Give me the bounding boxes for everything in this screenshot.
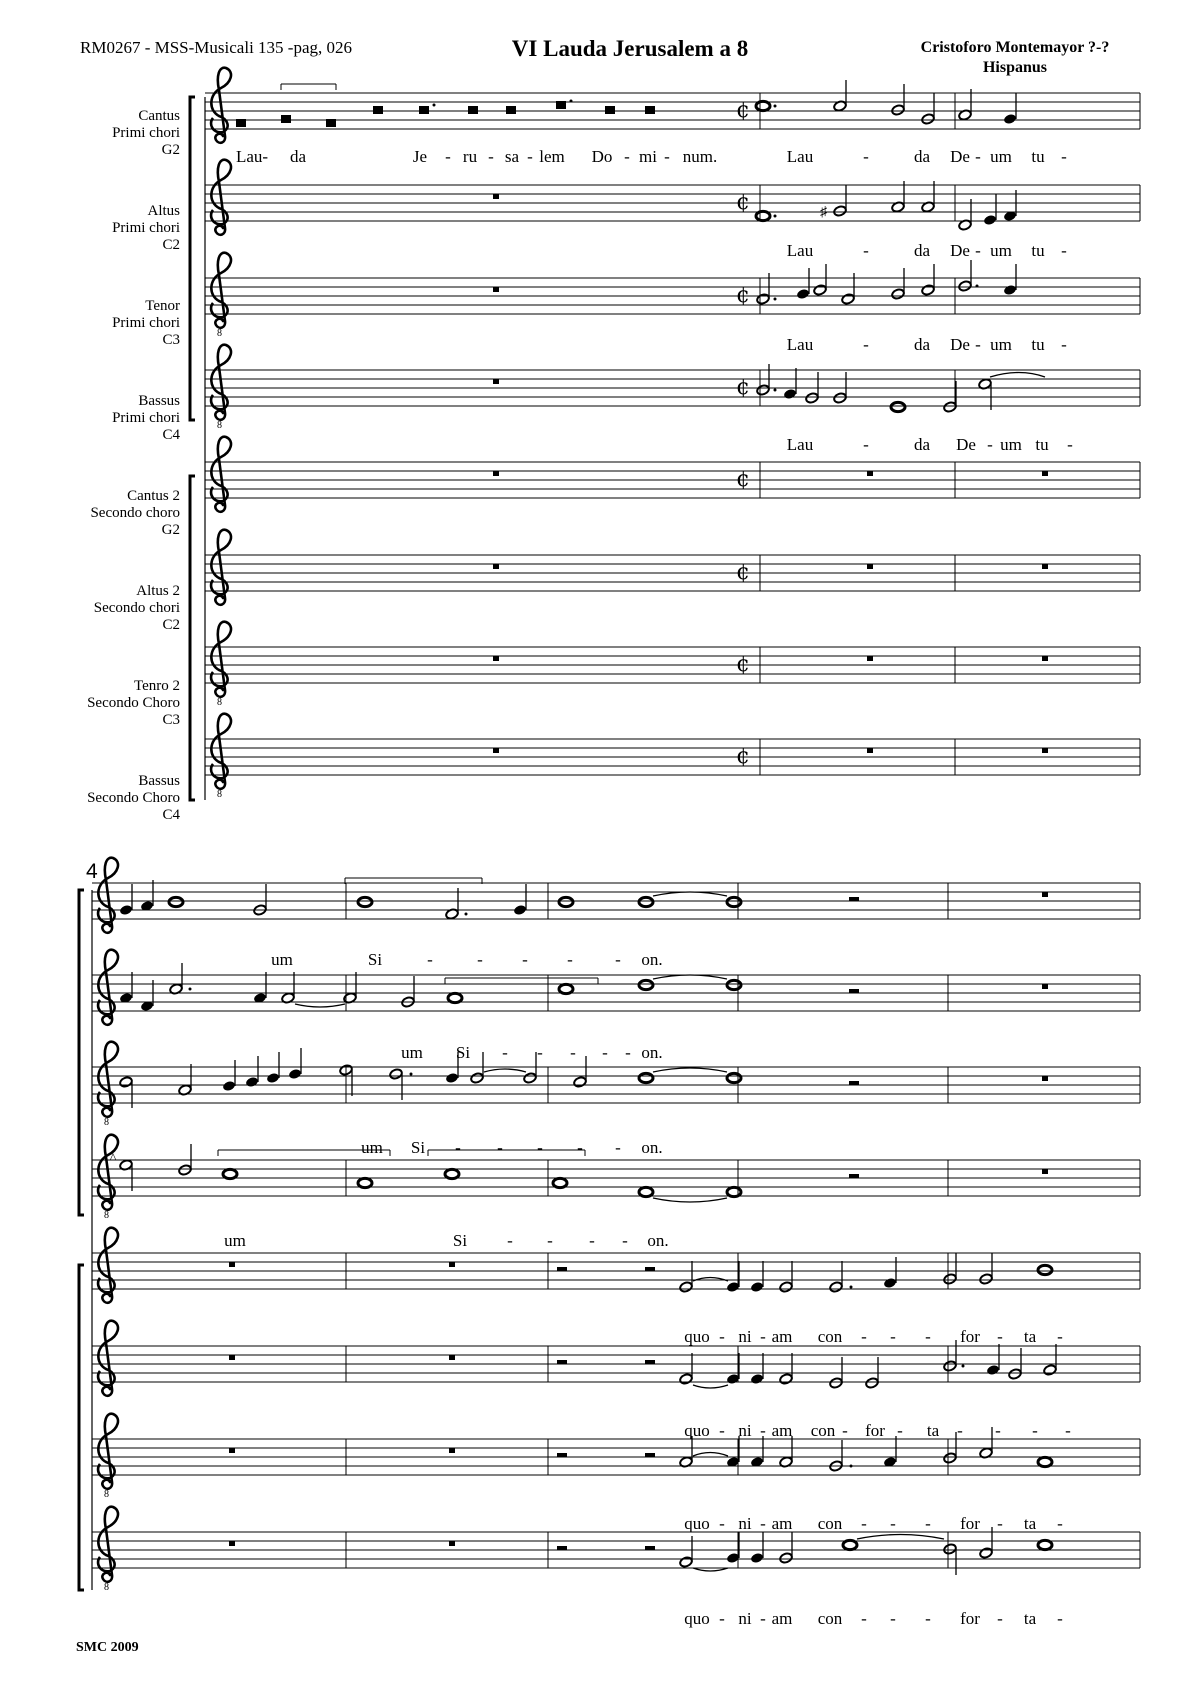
rest — [1042, 564, 1048, 569]
rest — [557, 1267, 567, 1271]
lyric-syllable: ni — [738, 1514, 752, 1533]
system-2 — [79, 858, 1140, 1593]
lyric-syllable: - — [842, 1421, 848, 1440]
octave-mark: 8 — [104, 1117, 109, 1128]
lyric-syllable: on. — [641, 950, 663, 969]
rest — [867, 564, 873, 569]
svg-text:^: ^ — [110, 1150, 117, 1165]
octave-mark: 8 — [104, 1582, 109, 1593]
time-signature: ¢ — [736, 283, 750, 308]
treble-clef-icon — [98, 1228, 118, 1303]
rest — [645, 1453, 655, 1457]
rest — [449, 1448, 455, 1453]
lyric-syllable: um — [224, 1231, 246, 1250]
lyric-syllable: - — [1061, 147, 1067, 166]
staff-s1-8 — [205, 714, 1140, 800]
lyric-syllable: - — [925, 1609, 931, 1628]
rest — [1042, 471, 1048, 476]
rest — [493, 748, 499, 753]
lyric-syllable: - — [890, 1327, 896, 1346]
treble-clef-icon — [98, 1507, 118, 1582]
rest — [229, 1448, 235, 1453]
composer-origin: Hispanus — [982, 59, 1048, 76]
rest — [1042, 656, 1048, 661]
octave-mark: 8 — [217, 697, 222, 708]
lyric-syllable: - — [719, 1514, 725, 1533]
lyric-syllable: - — [488, 147, 494, 166]
lyric-syllable: - — [497, 1138, 503, 1157]
treble-clef-icon — [211, 530, 231, 605]
lyric-syllable: con — [817, 1514, 843, 1533]
lyric-syllable: Si — [452, 1231, 468, 1250]
lyric-syllable: da — [913, 241, 931, 260]
staff-s1-3 — [205, 253, 1140, 339]
treble-clef-icon — [98, 1042, 118, 1117]
lyric-syllable: - — [547, 1231, 553, 1250]
rest — [493, 656, 499, 661]
lyric-syllable: - — [615, 950, 621, 969]
staff-s1-2 — [205, 160, 1140, 235]
lyric-syllable: da — [289, 147, 307, 166]
lyric-syllable: - — [863, 241, 869, 260]
lyric-syllable: on. — [641, 1138, 663, 1157]
lyric-syllable: ni — [738, 1327, 752, 1346]
lyric-syllable: um — [990, 241, 1012, 260]
rest — [557, 1546, 567, 1550]
rest — [493, 287, 499, 292]
lyric-syllable: - — [502, 1043, 508, 1062]
lyric-syllable: - — [1061, 335, 1067, 354]
lyric-syllable: - — [577, 1138, 583, 1157]
choir-bracket-secondo-2 — [79, 1265, 84, 1590]
lyric-syllable: am — [771, 1327, 793, 1346]
treble-clef-icon — [211, 714, 231, 789]
time-signature: ¢ — [736, 560, 750, 585]
treble-clef-icon — [98, 1321, 118, 1396]
lyric-syllable: - — [477, 950, 483, 969]
lyric-syllable: Lau — [786, 241, 814, 260]
part-label-tenor-secondo: Tenro 2 Secondo Choro C3 — [87, 678, 180, 728]
lyric-syllable: um — [271, 950, 293, 969]
rest — [645, 1546, 655, 1550]
lyric-syllable: da — [913, 335, 931, 354]
rest — [229, 1262, 235, 1267]
part-label-bassus-secondo: Bassus Secondo Choro C4 — [87, 773, 180, 823]
lyric-syllable: um — [361, 1138, 383, 1157]
lyric-syllable: - — [863, 147, 869, 166]
rest — [449, 1541, 455, 1546]
lyric-syllable: - — [897, 1421, 903, 1440]
lyric-syllable: - — [890, 1514, 896, 1533]
lyric-syllable: - — [995, 1421, 1001, 1440]
lyric-syllable: Si — [410, 1138, 426, 1157]
part-label-cantus-primi: Cantus Primi chori G2 — [112, 108, 180, 158]
lyric-syllable: - — [861, 1609, 867, 1628]
lyric-syllable: um — [990, 147, 1012, 166]
choir-bracket-primi — [190, 97, 195, 420]
staff-s1-7 — [205, 622, 1140, 708]
staff-s2-5 — [92, 1228, 1140, 1303]
treble-clef-icon — [211, 68, 231, 143]
rest — [449, 1355, 455, 1360]
system-1 — [190, 68, 1140, 800]
lyric-syllable: Lau — [786, 335, 814, 354]
treble-clef-icon — [211, 160, 231, 235]
lyric-syllable: ni — [738, 1421, 752, 1440]
lyric-syllable: quo — [684, 1514, 710, 1533]
lyric-syllable: - — [925, 1327, 931, 1346]
treble-clef-icon — [211, 437, 231, 512]
lyric-syllable: ta — [1023, 1609, 1037, 1628]
lyric-syllable: - — [1065, 1421, 1071, 1440]
lyric-syllable: De — [950, 241, 970, 260]
rest — [557, 1360, 567, 1364]
lyric-syllable: tu — [1031, 241, 1045, 260]
time-signature: ¢ — [736, 467, 750, 492]
rest — [867, 748, 873, 753]
lyric-syllable: - — [760, 1609, 766, 1628]
rest — [493, 471, 499, 476]
treble-clef-icon — [211, 345, 231, 420]
rest — [1042, 1169, 1048, 1174]
lyric-syllable: Lau- — [235, 147, 269, 166]
lyric-syllable: - — [455, 1138, 461, 1157]
staff-s1-4 — [205, 345, 1140, 431]
lyric-syllable: - — [664, 147, 670, 166]
lyric-syllable: - — [997, 1514, 1003, 1533]
time-signature: ¢ — [736, 98, 750, 123]
lyric-syllable: Si — [367, 950, 383, 969]
lyric-syllable: Do — [591, 147, 613, 166]
lyric-syllable: um — [990, 335, 1012, 354]
footer-credit: SMC 2009 — [76, 1640, 139, 1655]
lyric-syllable: ni — [738, 1609, 752, 1628]
lyric-syllable: - — [760, 1514, 766, 1533]
treble-clef-icon — [98, 858, 118, 933]
lyric-syllable: quo — [684, 1421, 710, 1440]
lyric-syllable: - — [622, 1231, 628, 1250]
rest — [849, 1174, 859, 1178]
rest — [1042, 748, 1048, 753]
lyric-syllable: - — [719, 1421, 725, 1440]
lyric-syllable: on. — [647, 1231, 669, 1250]
part-label-cantus-secondo: Cantus 2 Secondo choro G2 — [90, 488, 180, 538]
octave-mark: 8 — [217, 789, 222, 800]
octave-mark: 8 — [104, 1489, 109, 1500]
lyric-syllable: - — [975, 147, 981, 166]
octave-mark: 8 — [217, 328, 222, 339]
rest — [493, 194, 499, 199]
lyric-syllable: - — [863, 435, 869, 454]
part-label-bassus-primi: Bassus Primi chori C4 — [112, 393, 180, 443]
lyric-syllable: De — [950, 335, 970, 354]
lyric-syllable: am — [771, 1514, 793, 1533]
lyric-syllable: con — [810, 1421, 836, 1440]
staff-s2-1 — [92, 858, 1140, 933]
rest — [229, 1541, 235, 1546]
lyric-syllable: - — [957, 1421, 963, 1440]
treble-clef-icon — [211, 253, 231, 328]
lyric-syllable: Si — [455, 1043, 471, 1062]
treble-clef-icon — [98, 1135, 118, 1210]
lyric-syllable: am — [771, 1421, 793, 1440]
lyric-syllable: - — [537, 1043, 543, 1062]
lyric-syllable: De — [950, 147, 970, 166]
lyric-syllable: con — [817, 1327, 843, 1346]
octave-mark: 8 — [217, 420, 222, 431]
lyric-syllable: - — [624, 147, 630, 166]
lyric-syllable: - — [863, 335, 869, 354]
lyric-syllable: - — [537, 1138, 543, 1157]
lyric-syllable: for — [865, 1421, 885, 1440]
lyric-syllable: - — [567, 950, 573, 969]
lyric-syllable: mi — [639, 147, 657, 166]
rest — [867, 656, 873, 661]
lyric-syllable: tu — [1031, 335, 1045, 354]
lyric-syllable: De — [956, 435, 976, 454]
time-signature: ¢ — [736, 375, 750, 400]
lyric-syllable: - — [760, 1327, 766, 1346]
rest — [1042, 984, 1048, 989]
rest — [849, 897, 859, 901]
svg-text:♯: ♯ — [820, 205, 827, 220]
rest — [229, 1355, 235, 1360]
lyric-syllable: - — [890, 1609, 896, 1628]
lyric-syllable: - — [760, 1421, 766, 1440]
measure-number: 4 — [86, 860, 98, 883]
composer-name: Cristoforo Montemayor ?-? — [920, 39, 1110, 56]
lyric-syllable: - — [1057, 1514, 1063, 1533]
lyric-syllable: for — [960, 1514, 980, 1533]
lyric-syllable: um — [401, 1043, 423, 1062]
rest — [1042, 1076, 1048, 1081]
staff-s2-6 — [92, 1321, 1140, 1396]
time-signature: ¢ — [736, 190, 750, 215]
lyric-syllable: - — [925, 1514, 931, 1533]
page-title: VI Lauda Jerusalem a 8 — [511, 36, 749, 61]
lyric-syllable: ta — [1023, 1514, 1037, 1533]
lyric-syllable: - — [625, 1043, 631, 1062]
lyric-syllable: ta — [926, 1421, 940, 1440]
rest — [493, 564, 499, 569]
lyric-syllable: - — [1061, 241, 1067, 260]
part-label-altus-secondo: Altus 2 Secondo chori C2 — [93, 583, 180, 633]
lyric-syllable: - — [427, 950, 433, 969]
rest — [849, 1081, 859, 1085]
lyric-syllable: con — [817, 1609, 843, 1628]
lyric-syllable: - — [997, 1609, 1003, 1628]
lyric-syllable: - — [975, 335, 981, 354]
octave-mark: 8 — [104, 1210, 109, 1221]
lyric-syllable: Lau — [786, 147, 814, 166]
lyric-syllable: tu — [1035, 435, 1049, 454]
lyric-syllable: - — [589, 1231, 595, 1250]
staff-s1-1 — [205, 68, 1140, 143]
part-label-tenor-primi: Tenor Primi chori C3 — [112, 298, 180, 348]
lyric-syllable: - — [987, 435, 993, 454]
lyric-syllable: - — [1067, 435, 1073, 454]
lyrics — [224, 147, 1073, 1628]
lyric-syllable: sa — [504, 147, 520, 166]
lyric-syllable: Je — [412, 147, 428, 166]
lyric-syllable: - — [861, 1514, 867, 1533]
lyric-syllable: num. — [682, 147, 718, 166]
choir-bracket-primi-2 — [79, 890, 84, 1215]
lyric-syllable: on. — [641, 1043, 663, 1062]
lyric-syllable: - — [522, 950, 528, 969]
rest — [557, 1453, 567, 1457]
lyric-syllable: - — [1032, 1421, 1038, 1440]
rest — [849, 989, 859, 993]
lyric-syllable: - — [975, 241, 981, 260]
choir-bracket-secondo — [190, 476, 195, 800]
lyric-syllable: - — [1057, 1327, 1063, 1346]
staff-s1-6 — [205, 530, 1140, 605]
time-signature: ¢ — [736, 652, 750, 677]
lyric-syllable: for — [960, 1609, 980, 1628]
part-label-altus-primi: Altus Primi chori C2 — [112, 203, 180, 253]
lyric-syllable: - — [445, 147, 451, 166]
treble-clef-icon — [211, 622, 231, 697]
lyric-syllable: - — [997, 1327, 1003, 1346]
lyric-syllable: quo — [684, 1609, 710, 1628]
rest — [449, 1262, 455, 1267]
lyric-syllable: ta — [1023, 1327, 1037, 1346]
time-signature: ¢ — [736, 744, 750, 769]
lyric-syllable: lem — [539, 147, 565, 166]
lyric-syllable: - — [527, 147, 533, 166]
lyric-syllable: for — [960, 1327, 980, 1346]
lyric-syllable: da — [913, 435, 931, 454]
lyric-syllable: da — [913, 147, 931, 166]
lyric-syllable: quo — [684, 1327, 710, 1346]
lyric-syllable: - — [719, 1609, 725, 1628]
lyric-syllable: Lau — [786, 435, 814, 454]
rest — [645, 1267, 655, 1271]
rest — [645, 1360, 655, 1364]
treble-clef-icon — [98, 1414, 118, 1489]
rest — [1042, 892, 1048, 897]
lyric-syllable: um — [1000, 435, 1022, 454]
lyric-syllable: ru — [462, 147, 478, 166]
lyric-syllable: - — [1057, 1609, 1063, 1628]
rest — [867, 471, 873, 476]
lyric-syllable: - — [570, 1043, 576, 1062]
treble-clef-icon — [98, 950, 118, 1025]
lyric-syllable: - — [602, 1043, 608, 1062]
rest — [493, 379, 499, 384]
source-reference: RM0267 - MSS-Musicali 135 -pag, 026 — [80, 38, 352, 57]
lyric-syllable: - — [719, 1327, 725, 1346]
lyric-syllable: tu — [1031, 147, 1045, 166]
lyric-syllable: - — [861, 1327, 867, 1346]
lyric-syllable: - — [507, 1231, 513, 1250]
lyric-syllable: - — [615, 1138, 621, 1157]
lyric-syllable: am — [771, 1609, 793, 1628]
